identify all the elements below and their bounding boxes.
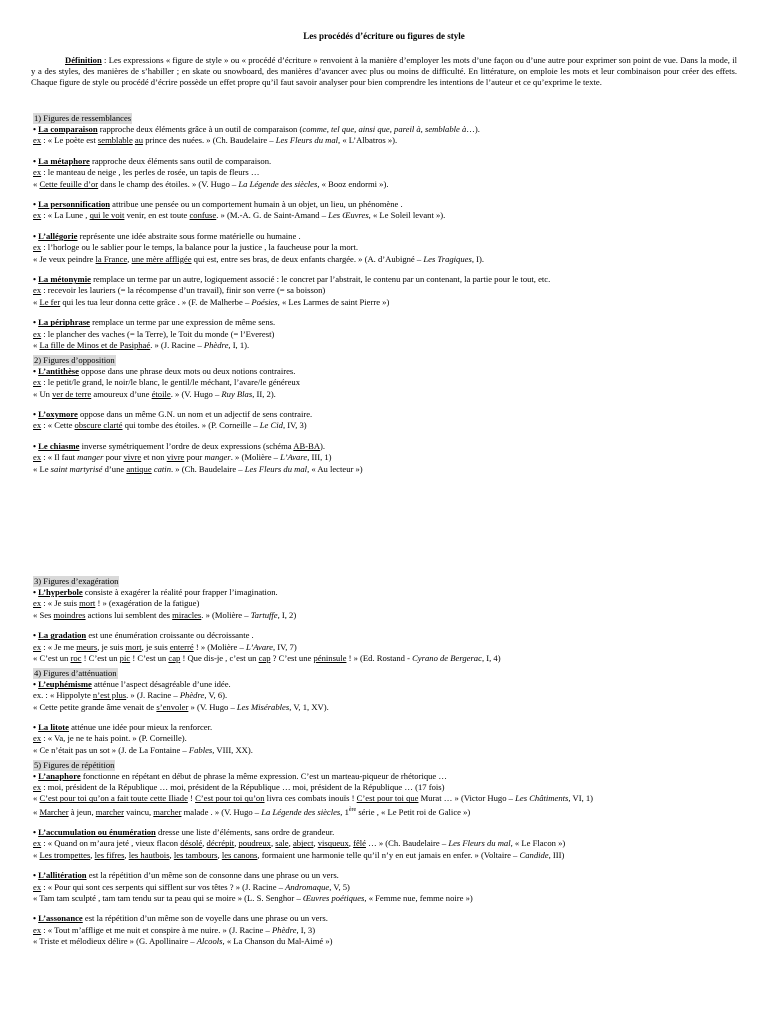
figure-la-personnification (33, 199, 733, 221)
figure-l-accumulation-ou-enumeration (33, 827, 733, 861)
figure-example: ex : « Tout m’afflige et me nuit et conspire à me nuire. » (J. Racine – Phèdre, I, 3) (33, 924, 316, 935)
figure-example: ex : « Il faut manger pour vivre et non vivre pour manger. » (Molière – L’Avare, III, 1) (33, 452, 332, 463)
figure-example: « Les trompettes, les fifres, les hautbois, les tambours, les canons, formaient une harmonie telle qu’il n’y en eut jamais en enfer. » (Voltaire – Candide, III) (33, 849, 565, 860)
figure-l-oxymore (33, 409, 733, 431)
section-2-figures-d-opposition (33, 355, 733, 479)
figure-example: ex : l’horloge ou le sablier pour le temps, la balance pour la justice , la faucheuse pour la mort. (33, 242, 359, 253)
figure-example: « Tam tam sculpté , tam tam tendu sur ta peau qui se moire » (L. S. Senghor – Œuvres poétiques, « Femme nue, femme noire ») (33, 892, 473, 903)
definition-paragraph (31, 55, 737, 89)
figure-definition: • L’assonance est la répétition d’un même son de voyelle dans une phrase ou un vers. (33, 913, 328, 924)
figure-example: ex : le petit/le grand, le noir/le blanc, le gentil/le méchant, l’avare/le généreux (33, 377, 301, 388)
figure-l-alliteration (33, 870, 733, 904)
sections-part-2 (33, 576, 733, 951)
figure-definition: • L’anaphore fonctionne en répétant en début de phrase la même expression. C’est un marteau-piqueur de rhétorique … (33, 771, 447, 782)
figure-la-periphrase (33, 317, 733, 351)
figure-example: ex : le manteau de neige , les perles de rosée, un tapis de fleurs … (33, 167, 260, 178)
figure-la-litote (33, 722, 733, 756)
figure-le-chiasme (33, 441, 733, 475)
figure-definition: • L’allitération est la répétition d’un même son de consonne dans une phrase ou un vers. (33, 870, 339, 881)
section-heading: 4) Figures d’atténuation (34, 667, 117, 678)
figure-definition: • La gradation est une énumération croissante ou décroissante . (33, 630, 254, 641)
figure-l-hyperbole (33, 587, 733, 621)
figure-definition: • La litote atténue une idée pour mieux la renforcer. (33, 722, 213, 733)
figure-definition: • L’oxymore oppose dans un même G.N. un nom et un adjectif de sens contraire. (33, 409, 313, 420)
document-title: Les procédés d’écriture ou figures de style (303, 31, 465, 41)
figure-la-metaphore (33, 156, 733, 190)
figure-definition: • La comparaison rapproche deux éléments grâce à un outil de comparaison (comme, tel que, ainsi que, pareil à, semblable à…). (33, 124, 480, 135)
figure-example: ex : « Va, je ne te hais point. » (P. Corneille). (33, 733, 187, 744)
figure-l-anaphore (33, 771, 733, 818)
figure-la-gradation (33, 630, 733, 664)
figure-example: ex : « La Lune , qui le voit venir, en est toute confuse. » (M.-A. G. de Saint-Amand – Les Œuvres, « Le Soleil levant »). (33, 210, 446, 221)
figure-example: ex : « Le poète est semblable au prince des nuées. » (Ch. Baudelaire – Les Fleurs du mal, « L’Albatros »). (33, 135, 398, 146)
figure-example: « Ses moindres actions lui semblent des miracles. » (Molière – Tartuffe, I, 2) (33, 609, 297, 620)
section-heading: 5) Figures de répétition (34, 759, 115, 770)
figure-example: « Cette feuille d’or dans le champ des étoiles. » (V. Hugo – La Légende des siècles, « Booz endormi »). (33, 178, 389, 189)
figure-definition: • L’allégorie représente une idée abstraite sous forme matérielle ou humaine . (33, 231, 301, 242)
figure-example: « Un ver de terre amoureux d’une étoile. » (V. Hugo – Ruy Blas, II, 2). (33, 388, 276, 399)
figure-example: ex : « Je suis mort ! » (exagération de la fatigue) (33, 598, 200, 609)
definition-term: Définition (65, 55, 102, 65)
definition-text: : Les expressions « figure de style » ou « procédé d’écriture » renvoient à la manière d’employer les mots d’une façon ou d’une autre pour exprimer son point de vue. Dans la mode, il y a des styles, des manières de s’habiller ; en skate ou snowboard, des manières d’avancer avec plus ou moins de difficulté. En littérature, on emploie les mots et leur combinaison pour créer des effets. Chaque figure de style ou procédé d’écrire possède un effet propre qu’il faut savoir analyser pour bien comprendre les intentions de l’auteur et ce qu’exprime le texte. (31, 55, 737, 88)
figure-definition: • La périphrase remplace un terme par une expression de même sens. (33, 317, 276, 328)
figure-l-euphemisme (33, 679, 733, 713)
section-heading: 1) Figures de ressemblances (34, 113, 132, 123)
section-1-figures-de-ressemblances (33, 113, 733, 355)
figure-example: ex : le plancher des vaches (= la Terre), le Toit du monde (= l’Everest) (33, 328, 275, 339)
figure-example: ex : « Je me meurs, je suis mort, je suis enterré ! » (Molière – L’Avare, IV, 7) (33, 641, 297, 652)
figure-example: « Ce n’était pas un sot » (J. de La Fontaine – Fables, VIII, XX). (33, 744, 253, 755)
figure-example: « Le saint martyrisé d’une antique catin. » (Ch. Baudelaire – Les Fleurs du mal, « Au lecteur ») (33, 463, 363, 474)
figure-example: ex : moi, président de la République … moi, président de la République … moi, président de la République … (17 fois) (33, 782, 445, 793)
figure-definition: • L’euphémisme atténue l’aspect désagréable d’une idée. (33, 679, 231, 690)
figure-example: « Triste et mélodieux délire » (G. Apollinaire – Alcools, « La Chanson du Mal-Aimé ») (33, 935, 333, 946)
figure-l-assonance (33, 913, 733, 947)
figure-definition: • L’hyperbole consiste à exagérer la réalité pour frapper l’imagination. (33, 587, 278, 598)
figure-l-antithese (33, 366, 733, 400)
figure-la-metonymie (33, 274, 733, 308)
figure-example: « C’est pour toi qu’on a fait toute cette Iliade ! C’est pour toi qu’on livra ces combats inouïs ! C’est pour toi que Murat … » (Victor Hugo – Les Châtiments, VI, 1) (33, 793, 594, 804)
section-heading: 3) Figures d’exagération (34, 576, 119, 586)
figure-example: « C’est un roc ! C’est un pic ! C’est un cap ! Que dis-je , c’est un cap ? C’est une péninsule ! » (Ed. Rostand - Cyrano de Bergerac, I, 4) (33, 652, 501, 663)
section-4-figures-d-attenuation (33, 668, 733, 760)
figure-definition: • L’accumulation ou énumération dresse une liste d’éléments, sans ordre de grandeur. (33, 827, 335, 838)
figure-example: ex : « Cette obscure clarté qui tombe des étoiles. » (P. Corneille – Le Cid, IV, 3) (33, 420, 307, 431)
figure-definition: • La métaphore rapproche deux éléments sans outil de comparaison. (33, 156, 272, 167)
figure-example: ex. : « Hippolyte n’est plus. » (J. Racine – Phèdre, V, 6). (33, 690, 228, 701)
figure-definition: • L’antithèse oppose dans une phrase deux mots ou deux notions contraires. (33, 366, 296, 377)
figure-definition: • Le chiasme inverse symétriquement l’ordre de deux expressions (schéma AB-BA). (33, 441, 326, 452)
figure-example: « La fille de Minos et de Pasiphaé. » (J. Racine – Phèdre, I, 1). (33, 339, 250, 350)
figure-l-allegorie (33, 231, 733, 265)
section-heading: 2) Figures d’opposition (34, 354, 115, 365)
figure-example: « Je veux peindre la France, une mère affligée qui est, entre ses bras, de deux enfants chargée. » (A. d’Aubigné – Les Tragiques, I). (33, 253, 484, 264)
figure-example: ex : « Quand on m’aura jeté , vieux flacon désolé, décrépit, poudreux, sale, abject, visqueux, fêlé … » (Ch. Baudelaire – Les Fleurs du mal, « Le Flacon ») (33, 838, 566, 849)
figure-example: « Cette petite grande âme venait de s’envoler » (V. Hugo – Les Misérables, V, 1, XV). (33, 701, 329, 712)
figure-example: ex : « Pour qui sont ces serpents qui sifflent sur vos têtes ? » (J. Racine – Andromaque, V, 5) (33, 881, 350, 892)
sections-part-1 (33, 113, 733, 479)
section-5-figures-de-repetition (33, 760, 733, 951)
figure-example: « Marcher à jeun, marcher vaincu, marcher malade . » (V. Hugo – La Légende des siècles, 1ère série , « Le Petit roi de Galice ») (33, 806, 471, 817)
figure-definition: • La personnification attribue une pensée ou un comportement humain à un objet, un lieu, un phénomène . (33, 199, 403, 210)
figure-la-comparaison (33, 124, 733, 146)
figure-example: ex : recevoir les lauriers (= la récompense d’un travail), finir son verre (= sa boisson) (33, 285, 326, 296)
section-3-figures-d-exageration (33, 576, 733, 668)
figure-example: « Le fer qui les tua leur donna cette grâce . » (F. de Malherbe – Poésies, « Les Larmes de saint Pierre ») (33, 296, 390, 307)
figure-definition: • La métonymie remplace un terme par un autre, logiquement associé : le concret par l’abstrait, le contenu par un contenant, la partie pour le tout, etc. (33, 274, 551, 285)
